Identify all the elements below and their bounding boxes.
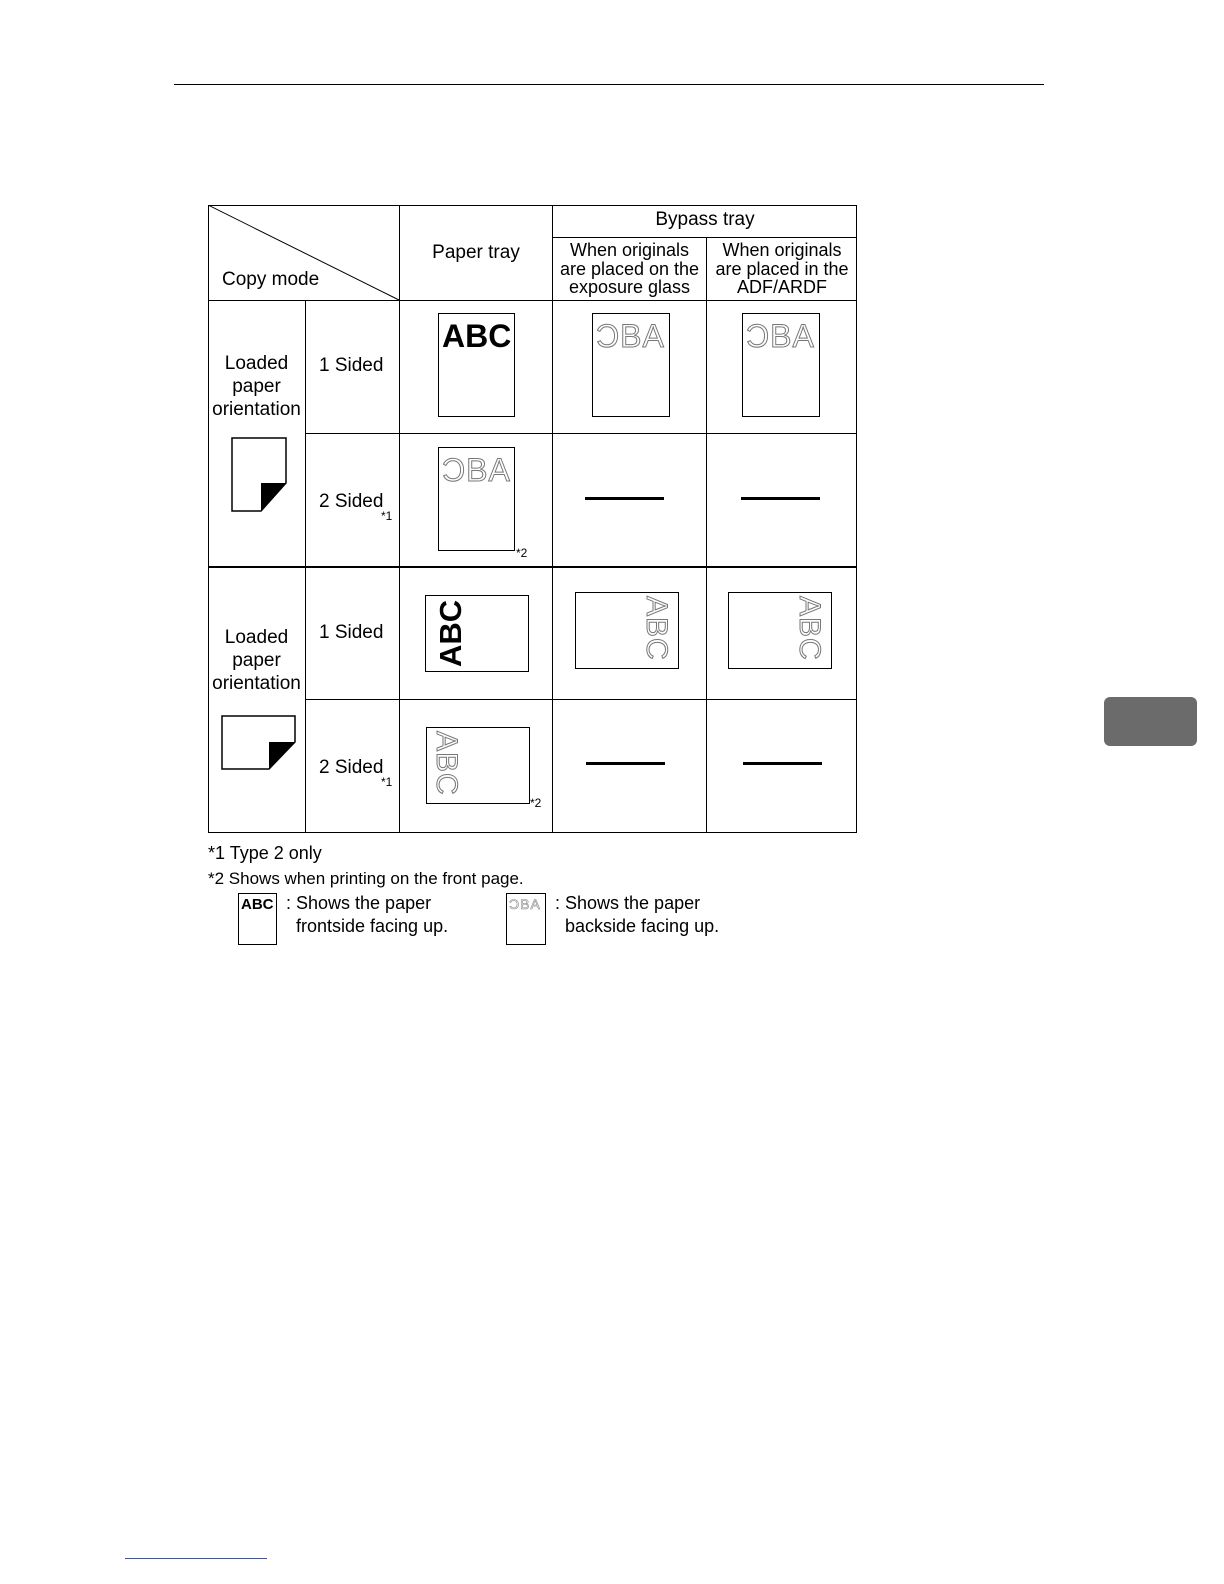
not-available-dash [743,762,822,765]
sample-text-back-mirrored: ƆBA [596,318,665,354]
legend-back-line1: : Shows the paper [555,893,701,913]
footnote-2: *2 Shows when printing on the front page. [208,869,524,888]
header-bypass-adf-3: ADF/ARDF [737,277,827,297]
g1-row2-mode: 2 Sided [319,491,384,512]
sample-text-front-rotated: ABC [433,599,468,667]
group2-label-1: Loaded [224,627,289,648]
folded-corner-page-icon [231,437,289,513]
footnote-1: *1 Type 2 only [208,843,322,863]
not-available-dash [741,497,820,500]
g1-row1-mode: 1 Sided [319,355,384,376]
sample-text-back-rotated: ABC [793,596,826,661]
g2-row1-mode: 1 Sided [319,622,384,643]
group2-label-3: orientation [212,673,301,694]
group1-label-2: paper [232,376,281,397]
header-bypass-tray: Bypass tray [655,209,755,230]
legend-back-sample: ƆBA [509,896,541,912]
g2-row2-mode: 2 Sided [319,757,384,778]
row-line-g1-split [305,433,857,434]
g1-row2-tray-note: *2 [516,546,528,560]
not-available-dash [585,497,664,500]
sample-text-back-mirrored: ƆBA [442,452,511,488]
sample-text-front: ABC [442,318,512,354]
bottom-link-underline[interactable] [125,1558,267,1559]
sample-text-back-rotated: ABC [640,596,673,661]
legend-front-sample: ABC [241,896,274,913]
legend-front-line1: : Shows the paper [286,893,432,913]
header-bypass-glass-1: When originals [569,240,690,260]
g2-row2-mode-note: *1 [381,775,393,789]
legend-back-line2: backside facing up. [565,916,720,936]
row-line-g2-split [305,699,857,700]
header-rule [174,84,1044,85]
col-line-bypass-split [706,237,707,833]
header-bypass-glass-3: exposure glass [568,277,691,297]
group1-label-1: Loaded [224,353,289,374]
group2-label-2: paper [232,650,281,671]
chapter-tab-marker [1104,697,1197,746]
header-bypass-adf-1: When originals [722,240,842,260]
header-copy-mode: Copy mode [222,269,320,290]
row-line-group-split [208,566,857,568]
g2-row2-tray-note: *2 [530,796,542,810]
header-paper-tray: Paper tray [432,242,520,263]
sample-text-back-mirrored: ƆBA [746,318,815,354]
header-bypass-adf-2: are placed in the [715,259,849,279]
row-line-bypass-sub [552,237,857,238]
g1-row2-mode-note: *1 [381,509,393,523]
group1-label-3: orientation [212,399,301,420]
folded-corner-landscape-icon [221,715,297,771]
legend-front-line2: frontside facing up. [296,916,449,936]
not-available-dash [586,762,665,765]
header-bypass-glass-2: are placed on the [559,259,700,279]
sample-text-back-rotated: ABC [430,731,463,796]
